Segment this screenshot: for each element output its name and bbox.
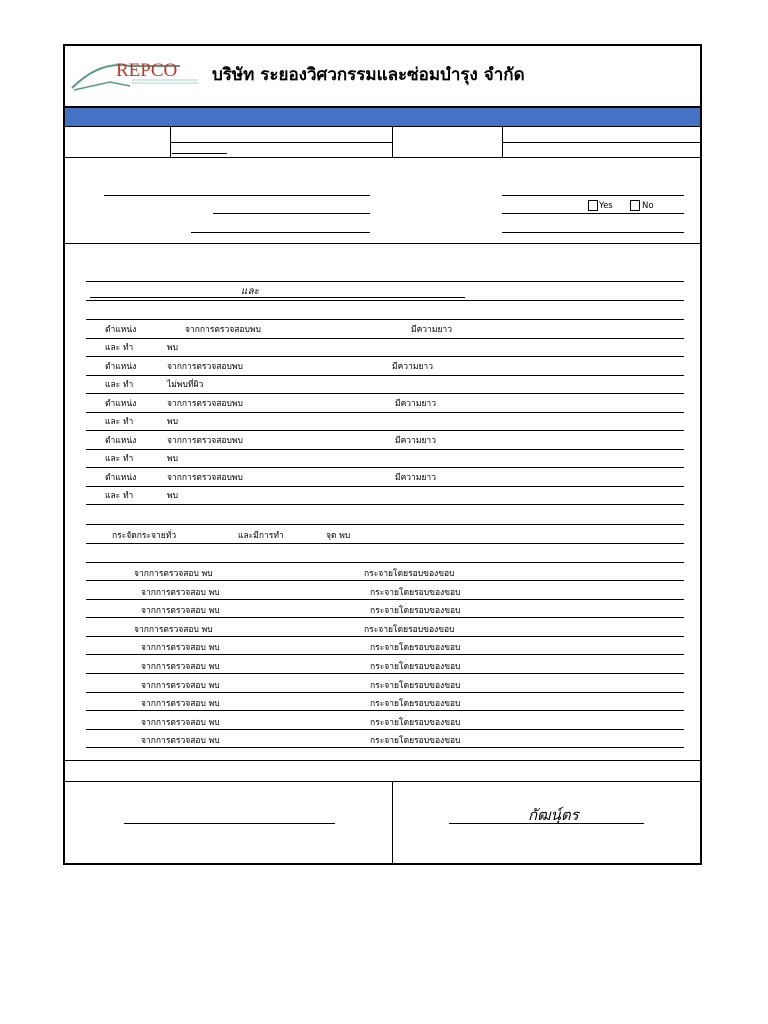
body-line: [86, 300, 684, 301]
yes-checkbox[interactable]: [588, 200, 598, 211]
finding-result: ไม่พบที่ผิว: [167, 380, 204, 390]
finding-position: ตำแหน่ง: [105, 362, 137, 372]
yes-label: Yes: [599, 201, 613, 211]
and-text: และ: [241, 286, 259, 297]
inspection-result: จากการตรวจสอบ พบ: [141, 662, 220, 672]
inspection-distribution: กระจายโดยรอบของขอบ: [364, 625, 455, 635]
body-line: [86, 562, 684, 563]
finding-result: จากการตรวจสอบพบ: [185, 325, 261, 335]
body-line: [86, 524, 684, 525]
grid-line: [392, 127, 393, 157]
row-line: [86, 430, 684, 431]
row-line: [86, 692, 684, 693]
finding-length: มีความยาว: [395, 399, 436, 409]
divider: [65, 781, 700, 782]
row-line: [86, 617, 684, 618]
inspection-distribution: กระจายโดยรอบของขอบ: [370, 606, 461, 616]
finding-length: มีความยาว: [411, 325, 452, 335]
finding-result: พบ: [167, 454, 178, 464]
finding-position: ตำแหน่ง: [105, 325, 137, 335]
row-line: [86, 375, 684, 376]
no-label: No: [642, 201, 654, 211]
finding-position: และ ทำ: [105, 454, 134, 464]
field-underline: [191, 232, 370, 233]
row-line: [86, 747, 684, 748]
header-accent-bar: [65, 108, 700, 126]
finding-result: จากการตรวจสอบพบ: [167, 362, 243, 372]
row-line: [86, 673, 684, 674]
divider: [65, 243, 700, 244]
finding-length: มีความยาว: [395, 473, 436, 483]
inspection-result: จากการตรวจสอบ พบ: [141, 588, 220, 598]
row-line: [86, 580, 684, 581]
field-underline: [502, 232, 684, 233]
handwritten-signature: กัฒนุ์ตร: [528, 806, 579, 824]
spread-text-c: จุด พบ: [326, 531, 351, 541]
row-line: [86, 729, 684, 730]
inspection-distribution: กระจายโดยรอบของขอบ: [370, 718, 461, 728]
inspection-distribution: กระจายโดยรอบของขอบ: [370, 681, 461, 691]
grid-line: [502, 142, 700, 143]
field-underline: [213, 213, 370, 214]
finding-result: พบ: [167, 491, 178, 501]
finding-position: ตำแหน่ง: [105, 473, 137, 483]
inspection-distribution: กระจายโดยรอบของขอบ: [370, 662, 461, 672]
inspection-distribution: กระจายโดยรอบของขอบ: [370, 588, 461, 598]
body-line: [86, 319, 684, 320]
spread-text-b: และมีการทำ: [238, 531, 284, 541]
grid-line: [170, 142, 392, 143]
field-underline: [104, 195, 370, 196]
finding-result: พบ: [167, 417, 178, 427]
inspection-result: จากการตรวจสอบ พบ: [141, 681, 220, 691]
inspection-result: จากการตรวจสอบ พบ: [134, 625, 213, 635]
body-line: [86, 281, 684, 282]
signature-line-left: [124, 823, 335, 824]
finding-position: ตำแหน่ง: [105, 399, 137, 409]
row-line: [86, 486, 684, 487]
field-underline: [502, 213, 684, 214]
inspection-distribution: กระจายโดยรอบของขอบ: [370, 736, 461, 746]
finding-result: จากการตรวจสอบพบ: [167, 399, 243, 409]
finding-position: และ ทำ: [105, 491, 134, 501]
inspection-result: จากการตรวจสอบ พบ: [141, 643, 220, 653]
finding-position: และ ทำ: [105, 417, 134, 427]
finding-length: มีความยาว: [395, 436, 436, 446]
inspection-distribution: กระจายโดยรอบของขอบ: [370, 699, 461, 709]
finding-result: จากการตรวจสอบพบ: [167, 473, 243, 483]
logo-text: REPCO: [116, 60, 178, 81]
row-line: [86, 467, 684, 468]
inspection-distribution: กระจายโดยรอบของขอบ: [364, 569, 455, 579]
divider: [65, 126, 700, 127]
inspection-result: จากการตรวจสอบ พบ: [141, 718, 220, 728]
row-line: [86, 412, 684, 413]
finding-position: และ ทำ: [105, 343, 134, 353]
inspection-result: จากการตรวจสอบ พบ: [141, 699, 220, 709]
inspection-result: จากการตรวจสอบ พบ: [141, 606, 220, 616]
divider: [65, 760, 700, 761]
finding-position: และ ทำ: [105, 380, 134, 390]
row-line: [86, 356, 684, 357]
body-line: [90, 297, 465, 298]
row-line: [86, 654, 684, 655]
company-title: บริษัท ระยองวิศวกรรมและซ่อมบำรุง จำกัด: [212, 65, 525, 85]
company-logo: [70, 52, 200, 92]
row-line: [86, 338, 684, 339]
row-line: [86, 449, 684, 450]
finding-position: ตำแหน่ง: [105, 436, 137, 446]
signature-divider: [392, 782, 393, 864]
spread-text-a: กระจัดกระจายทั่ว: [112, 531, 177, 541]
row-line: [86, 599, 684, 600]
field-underline: [172, 153, 227, 154]
divider: [65, 157, 700, 158]
row-line: [86, 636, 684, 637]
body-line: [86, 543, 684, 544]
finding-result: จากการตรวจสอบพบ: [167, 436, 243, 446]
inspection-result: จากการตรวจสอบ พบ: [134, 569, 213, 579]
finding-result: พบ: [167, 343, 178, 353]
row-line: [86, 710, 684, 711]
row-line: [86, 393, 684, 394]
field-underline: [502, 195, 684, 196]
row-line: [86, 504, 684, 505]
inspection-result: จากการตรวจสอบ พบ: [141, 736, 220, 746]
no-checkbox[interactable]: [630, 200, 640, 211]
inspection-distribution: กระจายโดยรอบของขอบ: [370, 643, 461, 653]
finding-length: มีความยาว: [392, 362, 433, 372]
